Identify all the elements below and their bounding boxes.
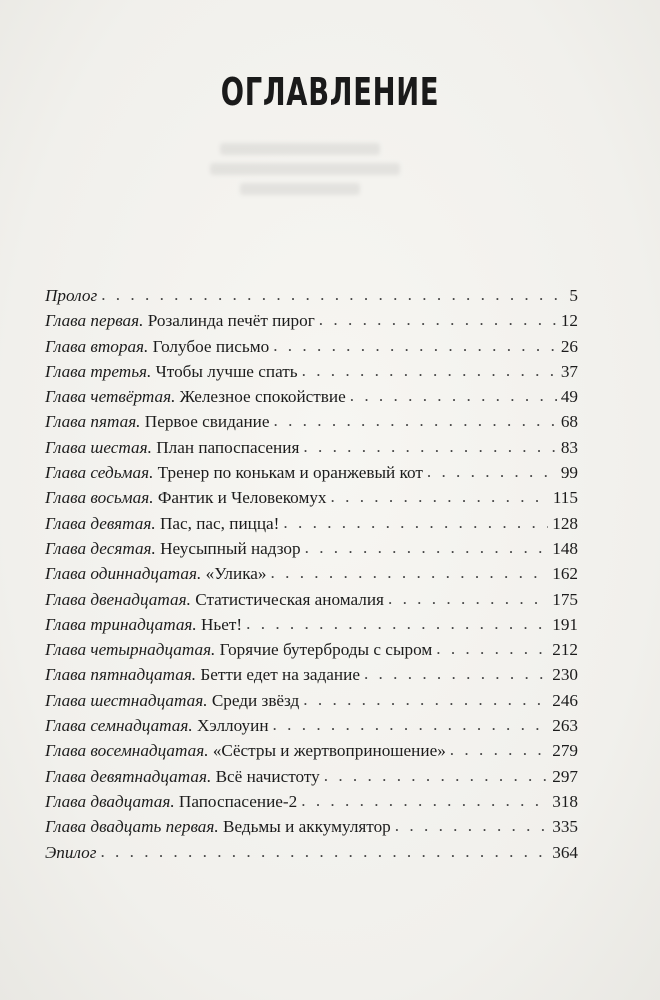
chapter-number: Эпилог xyxy=(45,842,97,862)
entry-label xyxy=(45,814,391,839)
dot-leader xyxy=(302,358,557,383)
toc-entry xyxy=(45,561,578,586)
chapter-title: Среди звёзд xyxy=(211,690,300,710)
chapter-number: Глава десятая. xyxy=(45,538,156,558)
page-title: ОГЛАВЛЕНИЕ xyxy=(220,70,440,114)
dot-leader xyxy=(350,383,557,408)
chapter-title: «Сёстры и жертвоприношение» xyxy=(212,741,446,761)
entry-label xyxy=(45,587,384,612)
dot-leader xyxy=(364,661,548,686)
page-number: 49 xyxy=(560,387,578,407)
chapter-number: Глава восьмая. xyxy=(45,488,154,508)
chapter-number: Глава третья. xyxy=(45,361,152,381)
chapter-number: Глава седьмая. xyxy=(45,463,154,483)
page-number: 246 xyxy=(552,690,578,710)
toc-entry xyxy=(45,764,578,789)
entry-label xyxy=(45,384,346,409)
page-number: 12 xyxy=(560,311,578,331)
chapter-title: Всё начистоту xyxy=(215,766,320,786)
entry-label xyxy=(45,511,279,536)
page-number: 175 xyxy=(552,589,578,609)
page-number: 162 xyxy=(552,564,578,584)
page-number: 37 xyxy=(560,361,578,381)
chapter-title: Горячие бутерброды с сыром xyxy=(219,640,433,660)
toc-entry xyxy=(45,511,578,536)
toc-entry xyxy=(45,662,578,687)
chapter-number: Глава двенадцатая. xyxy=(45,589,191,609)
entry-label xyxy=(45,738,446,763)
page-number: 212 xyxy=(552,640,578,660)
chapter-title: Тренер по конькам и оранжевый кот xyxy=(157,463,423,483)
toc-entry xyxy=(45,587,578,612)
toc-entry xyxy=(45,814,578,839)
entry-label xyxy=(45,561,267,586)
dot-leader xyxy=(427,459,557,484)
toc-entry xyxy=(45,334,578,359)
chapter-title: Фантик и Человекомух xyxy=(157,488,327,508)
chapter-title: Хэллоуин xyxy=(196,716,269,736)
chapter-title: Ньет! xyxy=(201,614,243,634)
chapter-number: Глава двадцать первая. xyxy=(45,817,219,837)
toc-entry xyxy=(45,688,578,713)
chapter-title: Розалинда печёт пирог xyxy=(147,311,315,331)
chapter-number: Глава четвёртая. xyxy=(45,387,176,407)
dot-leader xyxy=(324,763,548,788)
chapter-title: «Улика» xyxy=(205,564,267,584)
dot-leader xyxy=(436,636,548,661)
dot-leader xyxy=(305,535,549,560)
page-number: 263 xyxy=(552,716,578,736)
entry-label xyxy=(45,789,297,814)
dot-leader xyxy=(246,611,548,636)
toc-entry xyxy=(45,283,578,308)
page-number: 230 xyxy=(552,665,578,685)
entry-label xyxy=(45,840,96,865)
dot-leader xyxy=(100,839,548,864)
bleed-through-text xyxy=(210,135,410,225)
dot-leader xyxy=(273,408,556,433)
dot-leader xyxy=(319,307,557,332)
chapter-title: Пас, пас, пицца! xyxy=(159,513,280,533)
dot-leader xyxy=(283,510,548,535)
toc-entry xyxy=(45,536,578,561)
dot-leader xyxy=(395,813,548,838)
entry-label xyxy=(45,409,269,434)
entry-label xyxy=(45,637,432,662)
chapter-number: Глава шестнадцатая. xyxy=(45,690,208,710)
page-number: 128 xyxy=(552,513,578,533)
entry-label xyxy=(45,764,320,789)
dot-leader xyxy=(271,560,549,585)
entry-label xyxy=(45,662,360,687)
toc-entry xyxy=(45,435,578,460)
page-number: 5 xyxy=(569,286,578,305)
page-number: 279 xyxy=(552,741,578,761)
chapter-number: Глава четырнадцатая. xyxy=(45,640,216,660)
toc-entry xyxy=(45,384,578,409)
toc-entry xyxy=(45,460,578,485)
page-number: 191 xyxy=(552,614,578,634)
chapter-number: Глава одиннадцатая. xyxy=(45,564,202,584)
chapter-title: План папоспасения xyxy=(156,437,300,457)
entry-label xyxy=(45,612,242,637)
page-number: 115 xyxy=(552,488,578,508)
chapter-title: Бетти едет на задание xyxy=(200,665,360,685)
chapter-number: Глава первая. xyxy=(45,311,144,331)
entry-label xyxy=(45,688,299,713)
page-number: 99 xyxy=(560,463,578,483)
entry-label xyxy=(45,485,327,510)
chapter-number: Глава пятнадцатая. xyxy=(45,665,197,685)
chapter-title: Статистическая аномалия xyxy=(195,589,384,609)
chapter-number: Глава шестая. xyxy=(45,437,152,457)
toc-entry xyxy=(45,359,578,384)
entry-label xyxy=(45,283,97,308)
toc-entry xyxy=(45,409,578,434)
chapter-number: Глава пятая. xyxy=(45,412,141,432)
dot-leader xyxy=(273,712,549,737)
toc-entry xyxy=(45,308,578,333)
entry-label xyxy=(45,460,423,485)
entry-label xyxy=(45,308,315,333)
dot-leader xyxy=(303,687,548,712)
chapter-number: Глава девятая. xyxy=(45,513,156,533)
entry-label xyxy=(45,536,301,561)
toc-entry xyxy=(45,738,578,763)
page-number: 26 xyxy=(560,336,578,356)
toc-entry xyxy=(45,713,578,738)
chapter-title: Папоспасение-2 xyxy=(178,791,298,811)
chapter-title: Неусыпный надзор xyxy=(160,538,301,558)
page-number: 83 xyxy=(560,437,578,457)
dot-leader xyxy=(101,282,562,307)
chapter-number: Пролог xyxy=(45,286,98,305)
entry-label xyxy=(45,435,299,460)
page-number: 335 xyxy=(552,817,578,837)
page-number: 318 xyxy=(552,791,578,811)
chapter-number: Глава девятнадцатая. xyxy=(45,766,212,786)
entry-label xyxy=(45,359,298,384)
chapter-title: Ведьмы и аккумулятор xyxy=(222,817,391,837)
toc-entry xyxy=(45,485,578,510)
entry-label xyxy=(45,713,269,738)
chapter-title: Чтобы лучше спать xyxy=(155,361,298,381)
dot-leader xyxy=(301,788,548,813)
dot-leader xyxy=(450,737,548,762)
page-number: 148 xyxy=(552,538,578,558)
table-of-contents xyxy=(45,283,578,865)
toc-entry xyxy=(45,789,578,814)
page-number: 68 xyxy=(560,412,578,432)
dot-leader xyxy=(273,333,557,358)
page-number: 297 xyxy=(552,766,578,786)
toc-entry xyxy=(45,612,578,637)
toc-entry xyxy=(45,840,578,865)
chapter-number: Глава вторая. xyxy=(45,336,149,356)
dot-leader xyxy=(303,434,556,459)
chapter-title: Железное спокойствие xyxy=(179,387,346,407)
dot-leader xyxy=(388,586,548,611)
chapter-number: Глава семнадцатая. xyxy=(45,716,193,736)
page-number: 364 xyxy=(552,842,578,862)
chapter-number: Глава двадцатая. xyxy=(45,791,175,811)
toc-entry xyxy=(45,637,578,662)
dot-leader xyxy=(331,484,549,509)
entry-label xyxy=(45,334,269,359)
chapter-title: Голубое письмо xyxy=(152,336,270,356)
chapter-number: Глава восемнадцатая. xyxy=(45,741,209,761)
chapter-number: Глава тринадцатая. xyxy=(45,614,197,634)
chapter-title: Первое свидание xyxy=(144,412,270,432)
